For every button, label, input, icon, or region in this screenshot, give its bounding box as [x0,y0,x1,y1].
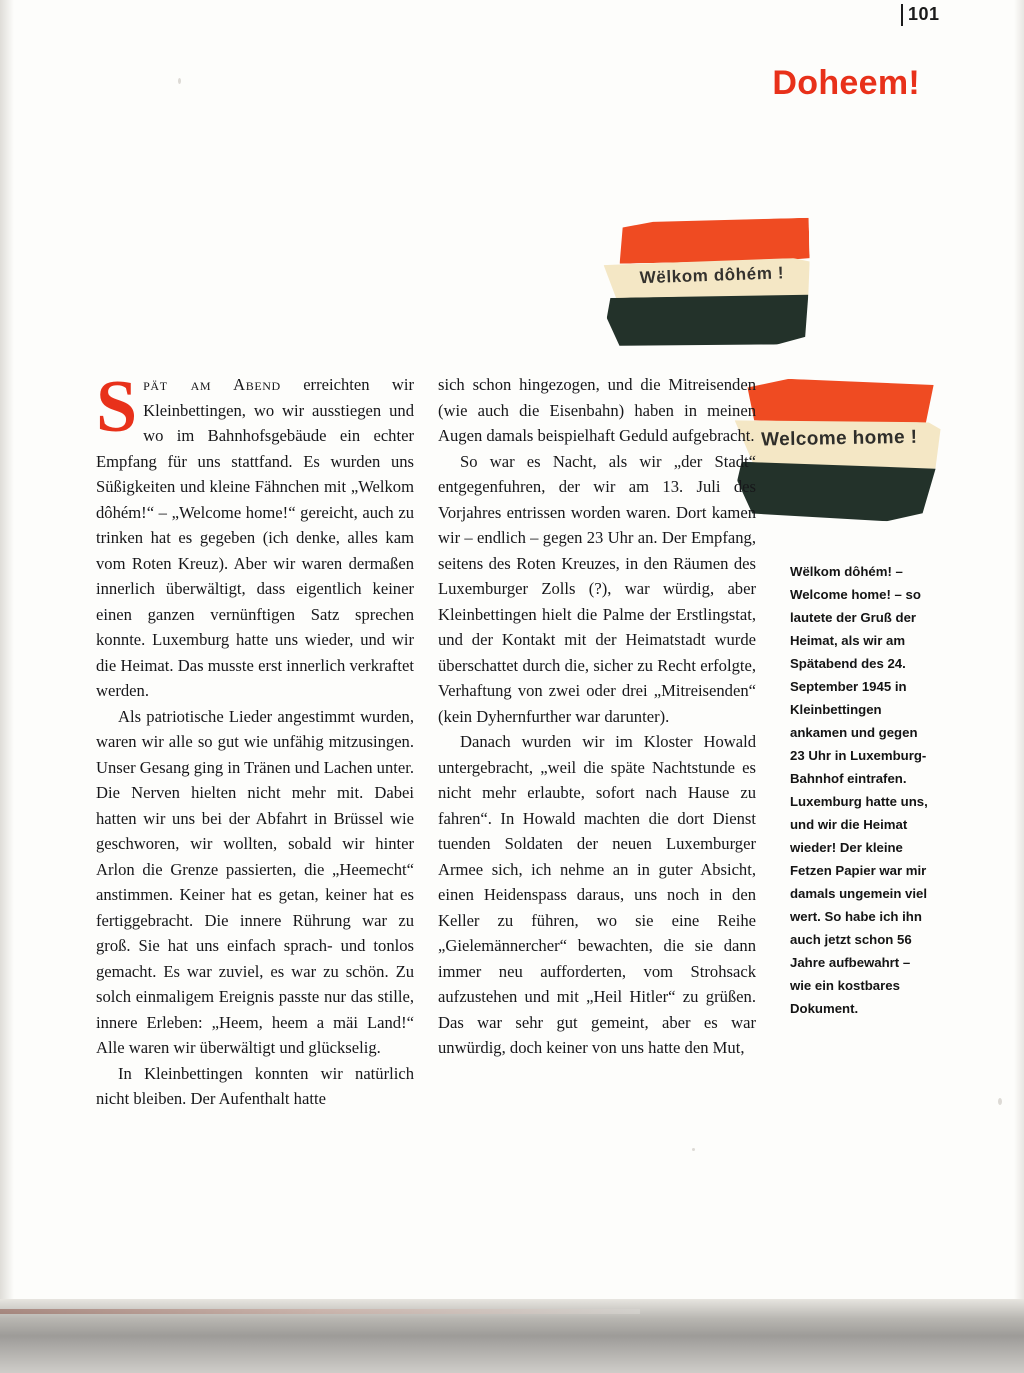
paragraph: So war es Nacht, als wir „der Stadt“ entgegenfuhren, der wir am 13. Juli des Vorjahres entrissen worden waren. Dort kamen wir – endlich – gegen 23 Uhr an. Der Empfang, seitens des Roten Kreuzes, in den Räumen des Luxemburger Zolls (?), war würdig, aber Kleinbettingen hielt die Palme der Erstlingstat, und der Kontakt mit der Heimatstadt wurde überschattet durch die, sicher zu Recht erfolgte, Verhaftung von zwei oder drei „Mitreisenden“ (kein Dyhernfurther war darunter). [438,451,756,726]
paragraph: In Kleinbettingen konnten wir natürlich nicht bleiben. Der Aufenthalt hatte [96,1063,414,1108]
opening-smallcaps: pät am Abend [143,375,281,394]
scan-speck [998,1098,1002,1105]
flag-stripe-blue [606,294,809,348]
paragraph: Als patriotische Lieder angestimmt wurden, waren wir alle so gut wie unfähig mitzusingen. Unser Gesang ging in Tränen und Lachen unter. Die Nerven hielten nicht mehr mit. Dabei hatten wir uns bei der Abfahrt in Brüssel wie geschworen, wir wollten, sobald wir hinter Arlon die Grenze passierten, die „Heemecht“ anstimmen. Keiner hat es getan, keiner hat es fertiggebracht. Die innere Rührung war zu groß. Sie hat uns einfach sprach- und tonlos gemacht. Es war zuviel, es war zu schön. Zu solch einmaligem Ereignis passte nur das stille, innere Erleben: „Heem, heem a mäi Land!“ Alle waren wir überwältigt und glückselig. [96,706,414,1057]
drop-cap: S [96,366,138,448]
photo-flag-welkom-dohem [593,206,812,355]
body-column-right [438,372,756,1061]
body-column-left [96,366,414,1112]
chapter-title: Doheem! [772,64,920,102]
flag-text-welcome-home: Welcome home ! [760,426,918,451]
scan-edge-left [0,0,14,1300]
flag-stripe-red [619,218,810,264]
paragraph: Danach wurden wir im Kloster Howald untergebracht, „weil die späte Nachtstunde es nicht mehr erlaubte, sofort nach Hause zu fahren“. In Howald machten die dort Dienst tuenden Soldaten der neuen Luxemburger Armee sich, ich nehme an in guter Absicht, einen Heidenspass daraus, uns noch in den Keller zu führen, wo sie eine Reihe „Gielemännercher“ bewachten, die sie dann immer neu aufforderten, vom Strohsack aufzustehen und mit „Heil Hitler“ zu grüßen. Das war sehr gut gemeint, aber es war unwürdig, doch keiner von uns hatte den Mut, [438,732,756,1057]
flag-stripe-blue [736,462,935,523]
paragraph-opening-rest: erreichten wir Kleinbettingen, wo wir ausstiegen und wo im Bahnhofsgebäude ein echter Empfang für uns stattfand. Es wurden uns Süßigkeiten und kleine Fähnchen mit „Welkom dôhém!“ – „Welcome home!“ gereicht, auch zu trinken hat es gegeben (ich denke, alles kam vom Roten Kreuz). Aber wir waren dermaßen innerlich überwältigt, dass eigentlich keiner einen ganzen vernünftigen Satz sprechen konnte. Luxemburg hatte uns wieder, und wir die Heimat. Das musste erst innerlich verkraftet werden. [96,375,414,700]
flag-text-welkom-dohem: Wëlkom dôhém ! [639,263,785,288]
flag-stripe-red [747,378,934,427]
folio-rule [901,4,903,26]
paragraph-opening [96,366,414,704]
scan-speck [692,1148,695,1151]
scan-speck [178,78,181,84]
paragraph: sich schon hingezogen, und die Mitreisenden (wie auch die Eisenbahn) haben in meinen Augen damals beispielhaft Geduld aufgebracht. [438,375,756,445]
page-number: 101 [908,4,940,24]
photo-caption: Wëlkom dôhém! – Welcome home! – so lautete der Gruß der Heimat, als wir am Spätabend des 24. September 1945 in Kleinbettingen ankamen und gegen 23 Uhr in Luxemburg-Bahnhof eintrafen. Luxemburg hatte uns, und wir die Heimat wieder! Der kleine Fetzen Papier war mir damals ungemein viel wert. So habe ich ihn auch jetzt schon 56 Jahre aufbewahrt – wie ein kostbares Dokument. [790,564,928,1016]
scan-edge-right [1014,0,1024,1300]
scan-edge-bottom [0,1299,1024,1373]
photo-flag-welcome-home [726,369,944,530]
